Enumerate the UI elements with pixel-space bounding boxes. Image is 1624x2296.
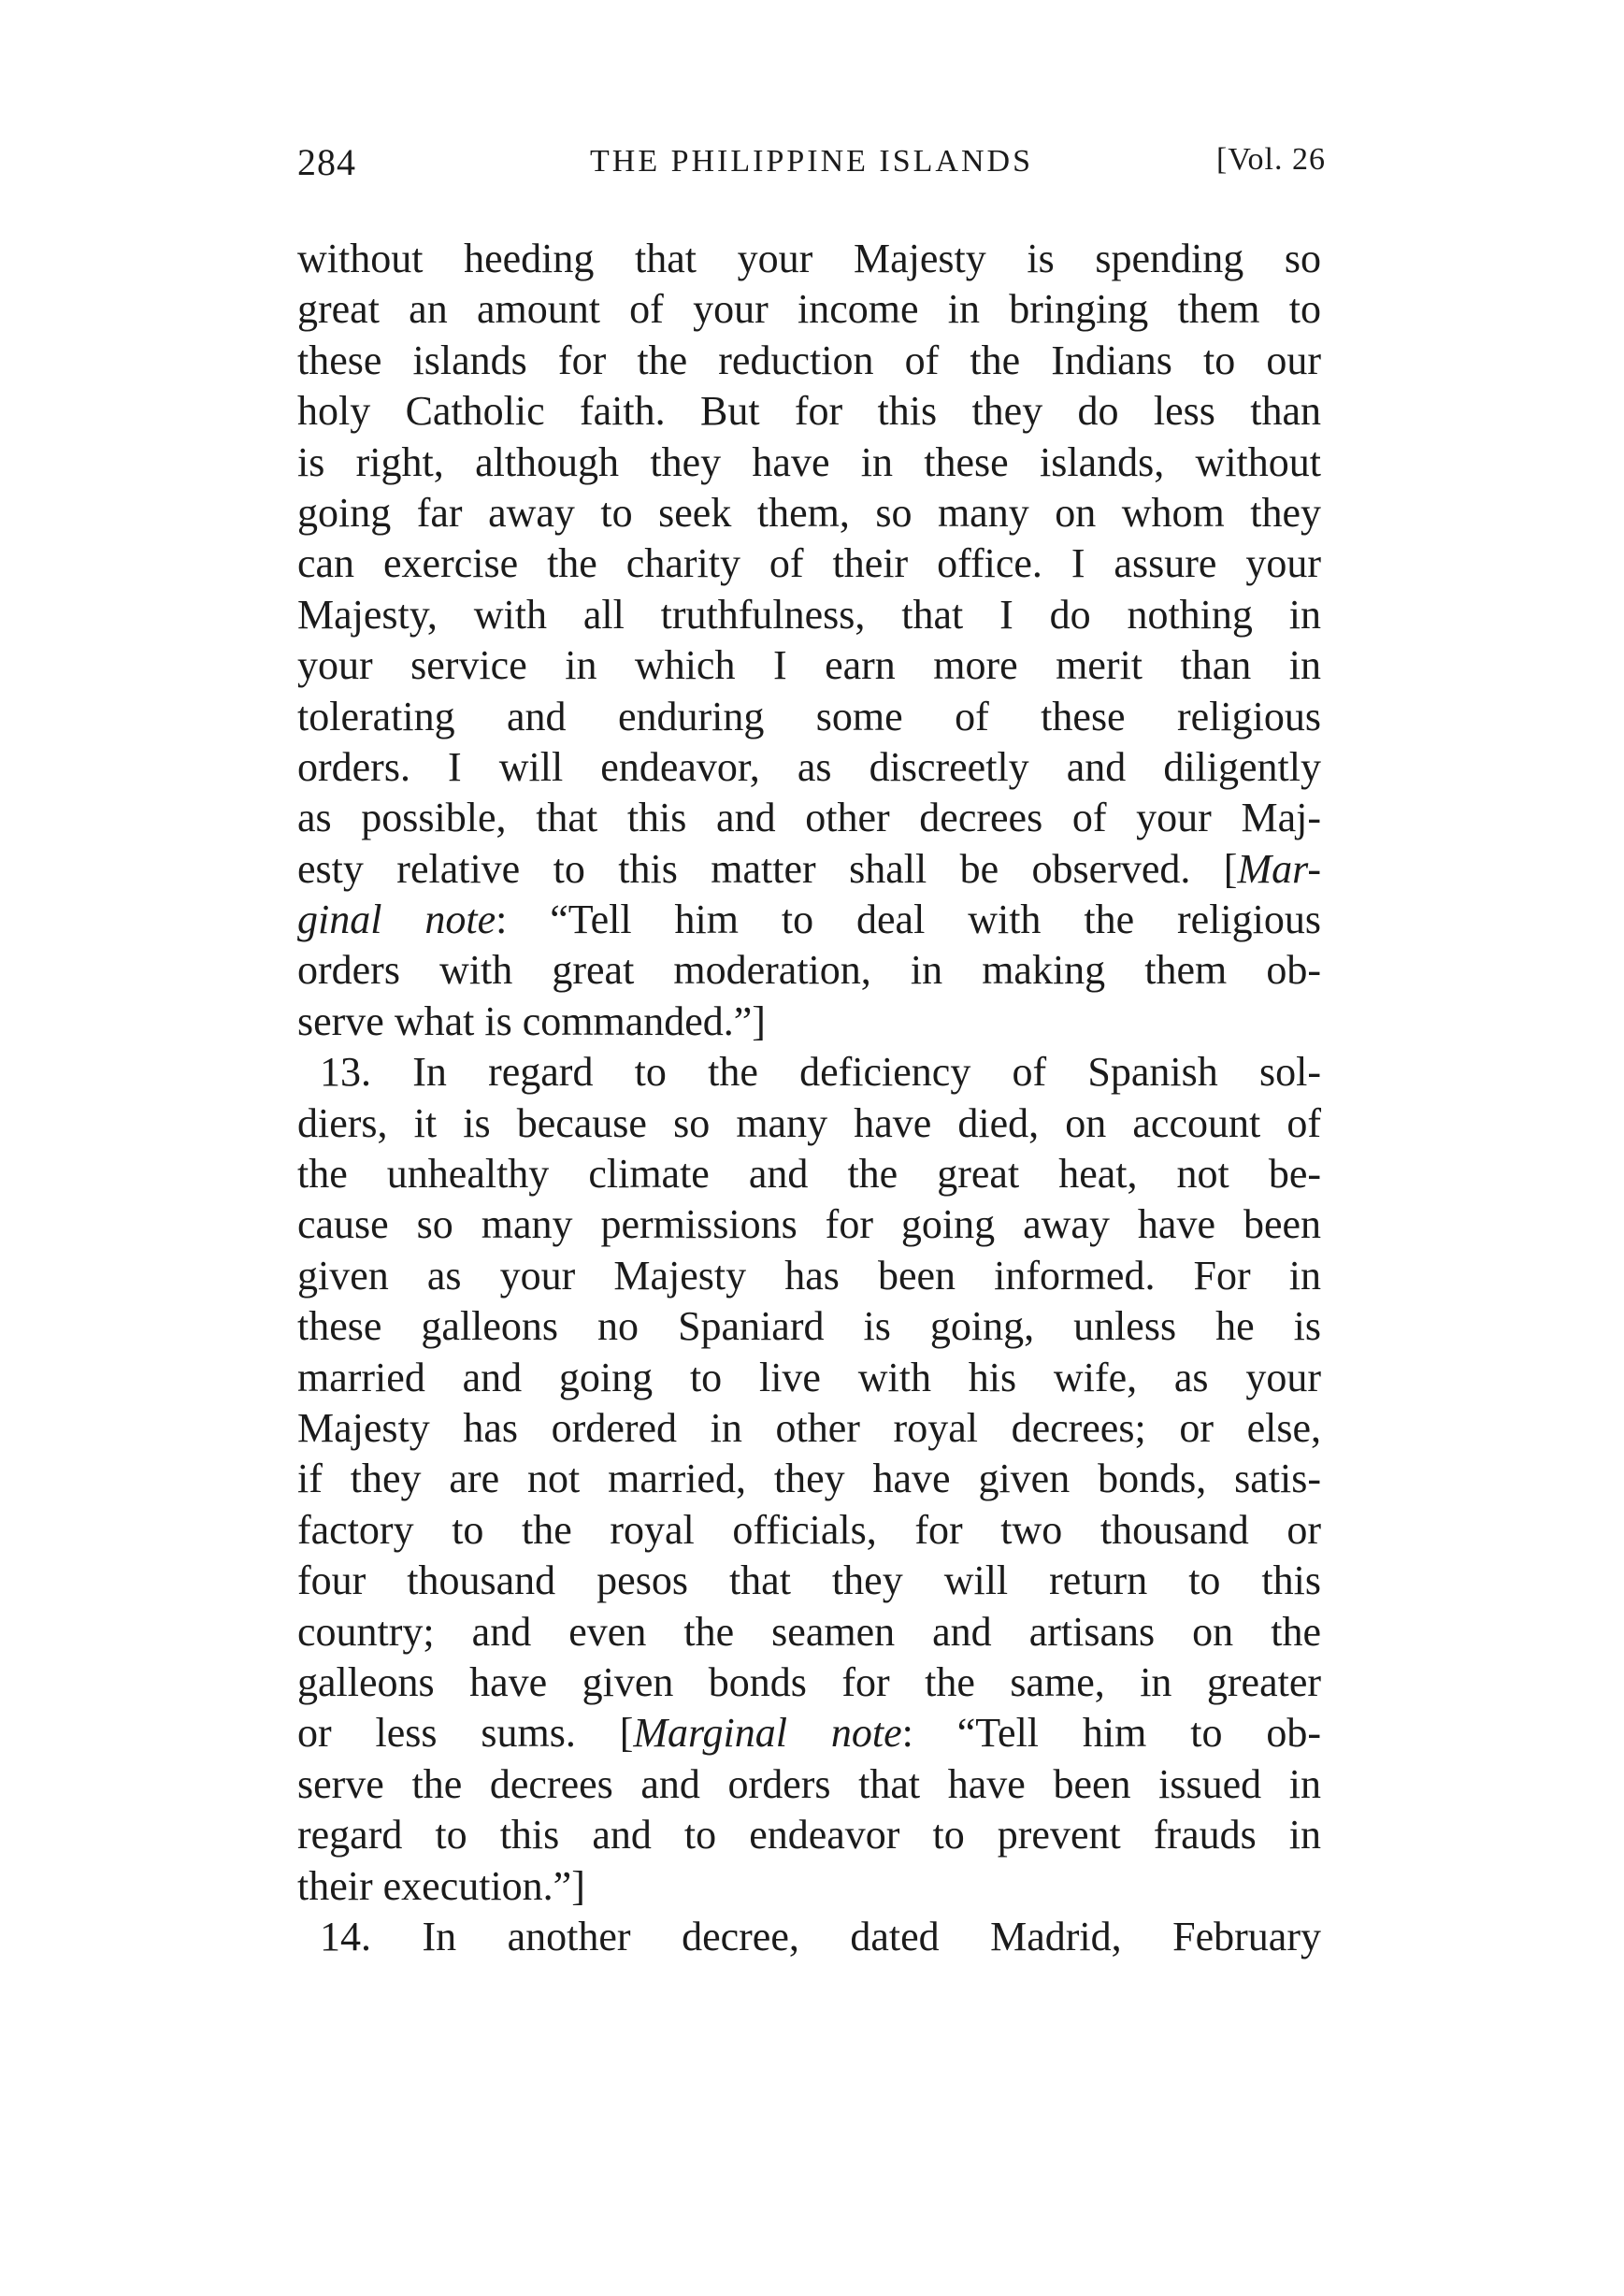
text-line: can exercise the charity of their office. I assure your xyxy=(297,540,1321,587)
text-line: if they are not married, they have given bonds, satis- xyxy=(297,1456,1321,1502)
text-line: galleons have given bonds for the same, in greater xyxy=(297,1658,1321,1705)
text-line: four thousand pesos that they will return to this xyxy=(297,1557,1321,1604)
text-line: Majesty, with all truthfulness, that I do nothing in xyxy=(297,591,1321,638)
text-line: tolerating and enduring some of these religious xyxy=(297,693,1321,739)
text-line: their execution.”] xyxy=(297,1862,585,1909)
volume-reference: [Vol. 26 xyxy=(1216,142,1326,177)
text-line: great an amount of your income in bringing them to xyxy=(297,286,1321,333)
text-line xyxy=(297,844,1321,895)
text-line: factory to the royal officials, for two thousand or xyxy=(297,1506,1321,1553)
book-title: THE PHILIPPINE ISLANDS xyxy=(590,144,1033,179)
text-line: the unhealthy climate and the great heat, not be- xyxy=(297,1151,1321,1198)
text-line: holy Catholic faith. But for this they do less than xyxy=(297,388,1321,435)
text-line: is right, although they have in these islands, without xyxy=(297,438,1321,485)
text-line: given as your Majesty has been informed. For in xyxy=(297,1252,1321,1299)
text-line: serve the decrees and orders that have been issued in xyxy=(297,1760,1321,1807)
text-line: orders. I will endeavor, as discreetly and diligently xyxy=(297,743,1321,790)
text-line: Majesty has ordered in other royal decrees; or else, xyxy=(297,1404,1321,1451)
paragraph-13-start: 13. In regard to the deficiency of Spanish sol- xyxy=(320,1049,1321,1096)
italic-segment: Mar- xyxy=(1237,845,1321,892)
text-line: regard to this and to endeavor to prevent frauds in xyxy=(297,1812,1321,1858)
text-segment: esty relative to this matter shall be observed. [ xyxy=(297,845,1238,892)
paragraph-14-start: 14. In another decree, dated Madrid, February xyxy=(320,1913,1321,1959)
text-line: serve what is commanded.”] xyxy=(297,997,766,1044)
text-line: orders with great moderation, in making them ob- xyxy=(297,947,1321,994)
italic-segment: Marginal note xyxy=(633,1710,902,1757)
text-line xyxy=(297,1708,1321,1758)
text-line: these galleons no Spaniard is going, unless he is xyxy=(297,1303,1321,1350)
text-line: country; and even the seamen and artisans on the xyxy=(297,1608,1321,1655)
text-line: without heeding that your Majesty is spending so xyxy=(297,236,1321,281)
text-line: as possible, that this and other decrees of your Maj- xyxy=(297,795,1321,841)
page-number: 284 xyxy=(297,141,356,183)
text-line: diers, it is because so many have died, on account of xyxy=(297,1099,1321,1146)
text-line: married and going to live with his wife, as your xyxy=(297,1354,1321,1400)
running-head xyxy=(297,140,1326,206)
text-line xyxy=(297,895,1321,945)
text-line: these islands for the reduction of the Indians to our xyxy=(297,337,1321,383)
text-line: cause so many permissions for going away have been xyxy=(297,1201,1321,1248)
text-segment: : “Tell him to ob- xyxy=(901,1710,1321,1757)
text-line: going far away to seek them, so many on whom they xyxy=(297,489,1321,536)
body-text xyxy=(297,234,1321,1962)
text-line: your service in which I earn more merit than in xyxy=(297,642,1321,689)
text-segment: : “Tell him to deal with the religious xyxy=(496,897,1322,943)
text-segment: or less sums. [ xyxy=(297,1710,634,1757)
italic-segment: ginal note xyxy=(297,897,496,943)
